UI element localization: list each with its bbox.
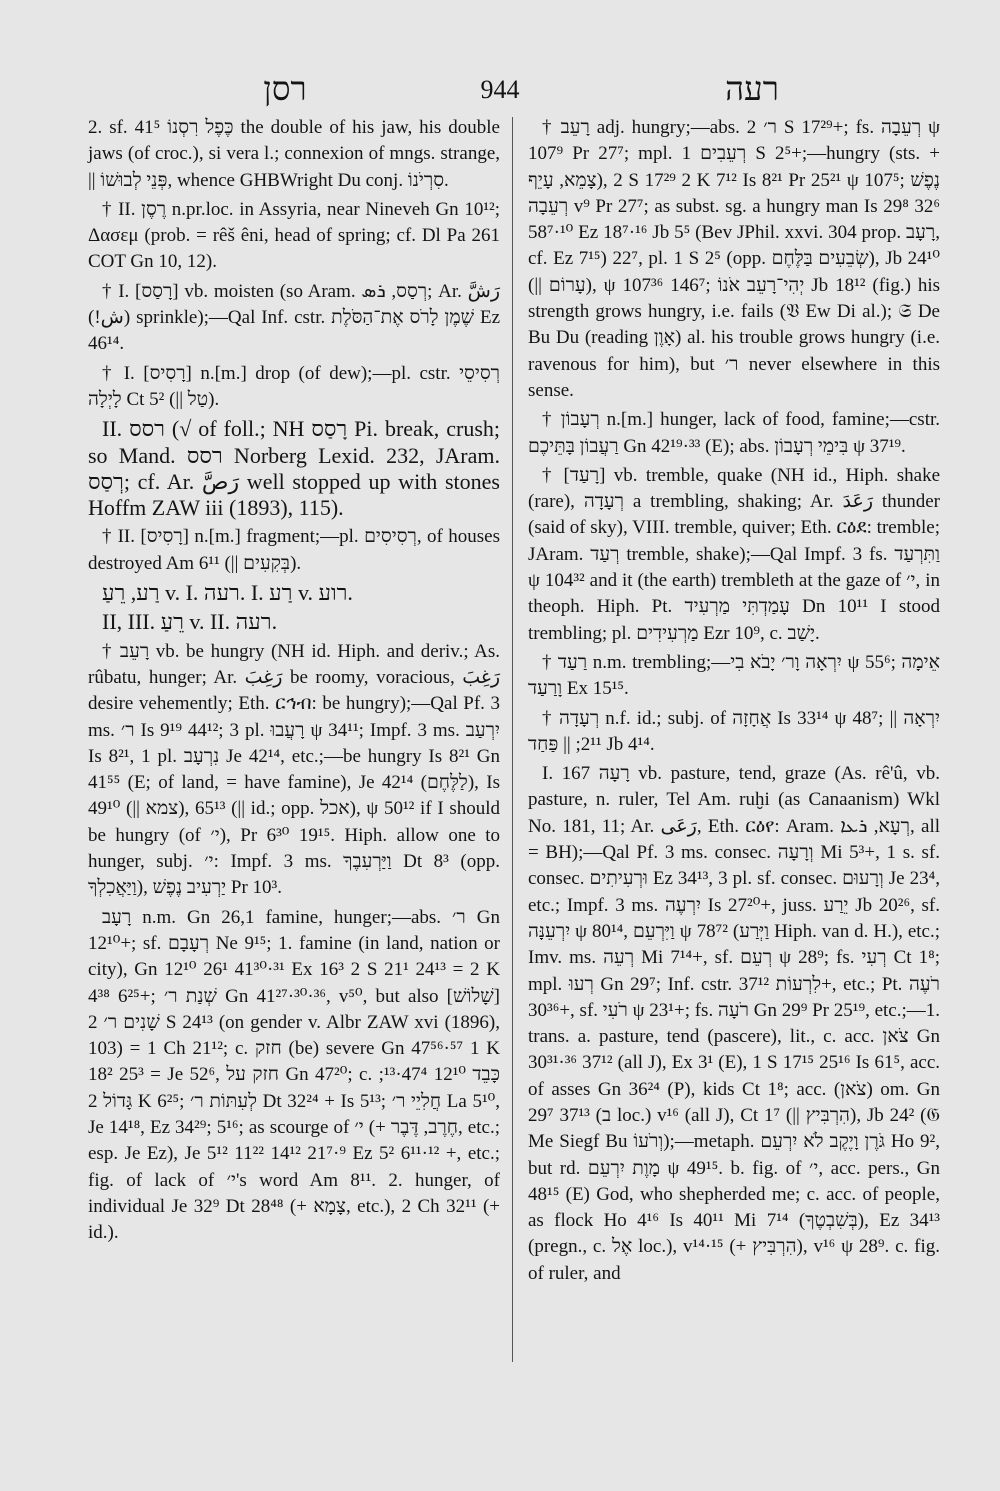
entry-paragraph: † רְעָדָה n.f. id.; subj. of אֲחָזָה Is 33¹⁴ ψ 48⁷; || יִרְאָה 2¹¹; || פַּחַד Jb 4¹⁴.	[528, 707, 940, 755]
right-headword: רעה	[725, 72, 779, 108]
entry-paragraph: 2. sf. כֶּפֶל רִסְנוֹ 41⁵ the double of his jaw, his double jaws (of croc.), si vera l.; connexion of mngs. strange, || פְּנֵי לְבוּשׁוֹ, whence GHBWright Du conj. סִרְיֹנוֹ.	[88, 117, 500, 191]
entry-paragraph: † רָעֵב vb. be hungry (NH id. Hiph. and deriv.; As. rûbatu, hunger; Ar. رَغِبَ be roomy, voracious, رَغِبَ desire vehemently; Eth. ርኅብ: be hungry);—Qal Pf. 3 ms. ר׳ Is 9¹⁹ 44¹²; 3 pl. רָעֲבוּ ψ 34¹¹; Impf. 3 ms. יִרְעַב Is 8²¹, 1 pl. נִרְעָב Je 42¹⁴, etc.;—be hungry Is 8²¹ Gn 41⁵⁵ (E; of land, = have famine), Je 42¹⁴ (לַלֶּחֶם), Is 49¹⁰ (|| צמא), 65¹³ (|| id.; opp. אכל), ψ 50¹² if I should be hungry (of י׳), Pr 6³⁰ 19¹⁵. Hiph. allow one to hunger, subj. י׳: Impf. 3 ms. וַיַּרְעִבֶךָ Dt 8³ (opp. וַיַּאֲכִלְךָ), יַרְעִיב נֶפֶשׁ Pr 10³.	[88, 640, 501, 899]
entry-paragraph: † I. [רָסִיס] n.[m.] drop (of dew);—pl. cstr. רְסִיסֵי לָיְלָה Ct 5² (|| טַל).	[88, 362, 500, 410]
right-column	[528, 115, 940, 1290]
entry-paragraph: † רַעַד n.m. trembling;—יִרְאָה וָר׳ יָבֹא בִי ψ 55⁶; אֵימָה וָרַעַד Ex 15¹⁵.	[528, 651, 940, 700]
page-number: 944	[480, 75, 520, 104]
left-headword: רסן	[263, 72, 307, 108]
entry-paragraph: † II. רֶסֶן n.pr.loc. in Assyria, near Nineveh Gn 10¹²; Δασεμ (prob. = rêš êni, head of spring; cf. Dl Pa 261 COT Gn 10, 12).	[88, 198, 500, 273]
entry-paragraph: I. רָעָה 167 vb. pasture, tend, graze (As. rê'û, vb. pasture, n. ruler, Tel Am. ruḫi (as Canaanism) Wkl No. 181, 11; Ar. رَعَى, Eth. ርዕየ: Aram. רְעָא, ܪܥܐ, all = BH);—Qal Pf. 3 ms. consec. וְרָעָה Mi 5³+, 1 s. sf. consec. וּרְעִיתִים Ez 34¹³, 3 pl. sf. consec. וְרָעוּם Je 23⁴, etc.; Impf. 3 ms. יִרְעֶה Is 27²⁰+, juss. יֵרַע Jb 20²⁶, sf. יִרְעֵנָּה ψ 80¹⁴, וַיִּרְעֵם ψ 78⁷² (וַיְּרַע Hiph. van d. H.), etc.; Imv. ms. רְעֵה Mi 7¹⁴+, sf. רְעֵם ψ 28⁹; fs. רְעִי Ct 1⁸; mpl. רְעוּ Gn 29⁷; Inf. cstr. לִרְעוֹת 37¹²+, etc.; Pt. רֹעֶה 30³⁶+, sf. רֹעִי ψ 23¹+; fs. רֹעָה Gn 29⁹ Pr 25¹⁹, etc.;—1. trans. a. pasture, tend (pascere), lit., c. acc. צֹאן Gn 30³¹·³⁶ 37¹² (all J), Ex 3¹ (E), 1 S 17¹⁵ 25¹⁶ Is 61⁵, acc. of asses Gn 36²⁴ (P), kids Ct 1⁸; acc. (צֹאן) om. Gn 29⁷ 37¹³ (ב loc.) v¹⁶ (all J), Ct 1⁷ (|| הִרְבִּיץ), Jb 24² (𝔊 Me Siegf Bu וְרֹעוֹ);—metaph. גֹּרֶן וָיֶקֶב לֹא יִרְעֵם Ho 9², but rd. מָוֶת יִרְעֵם ψ 49¹⁵. b. fig. of י׳, acc. pers., Gn 48¹⁵ (E) God, who shepherded me; c. acc. of people, as flock Ho 4¹⁶ Is 40¹¹ Mi 7¹⁴ (בְּשִׁבְטֶךָ), Ez 34¹³ (pregn., c. אֶל loc.), v¹⁴·¹⁵ (+ הִרְבִּיץ), v¹⁶ ψ 28⁹. c. fig. of ruler, and	[528, 763, 941, 1284]
entry-paragraph: † רָעֵב adj. hungry;—abs. ר׳ 2 S 17²⁹+; fs. רְעֵבָה ψ 107⁹ Pr 27⁷; mpl. רְעֵבִים 1 S 2⁵+;—hungry (sts. + צָמֵא, עָיֵף), 2 S 17²⁹ 2 K 7¹² Is 8²¹ Pr 25²¹ ψ 107⁵; נֶפֶשׁ רְעֵבָה v⁹ Pr 27⁷; as subst. sg. a hungry man Is 29⁸ 32⁶ 58⁷·¹⁰ Ez 18⁷·¹⁶ Jb 5⁵ (Bev JPhil. xxvi. 304 prop. רָעָב, cf. Ez 7¹⁵) 22⁷, pl. 1 S 2⁵ (opp. שְׂבֵעִים בַּלֶּחֶם), Jb 24¹⁰ (|| עָרוֹם), ψ 107³⁶ 146⁷; יְהִי־רָעֵב אֹנוֹ Jb 18¹² (fig.) his strength grows hungry, i.e. fails (𝔙 Ew Di al.); 𝔖 De Bu Du (reading אָוֶן) al. his trouble grows hungry (i.e. ravenous for him), but ר׳ never elsewhere in this sense.	[528, 117, 941, 401]
entry-paragraph: רָעָב n.m. Gn 26,1 famine, hunger;—abs. ר׳ Gn 12¹⁰+; sf. רְעָבָם Ne 9¹⁵; 1. famine (in land, nation or city), Gn 12¹⁰ 26¹ 41³⁰·³¹ Ex 16³ 2 S 21¹ 24¹³ = 2 K 4³⁸ 6²⁵+; שְׁנַת ר׳ Gn 41²⁷·³⁰·³⁶, v⁵⁰, but also [שָׁלוֹשׁ] שָׁנִים ר׳ 2 S 24¹³ (on gender v. Albr ZAW xvi (1896), 103) = 1 Ch 21¹²; c. חזק (be) severe Gn 47⁵⁶·⁵⁷ 1 K 18² 25³ = Je 52⁶, חזק על Gn 47²⁰; c. כָּבֵד 12¹⁰ 47⁴·¹³; גָּדוֹל 2 K 6²⁵; לְעִתּוֹת ר׳ Dt 32²⁴ + Is 5¹³; חֲלִיֵי ר׳ La 5¹⁰, Je 14¹⁸, Ez 34²⁹; 5¹⁶; as scourge of י׳ (+ חֶרֶב, דֶּבֶר, etc.; esp. Je Ez), Je 5¹² 11²² 14¹² 21⁷·⁹ Ez 5² 6¹¹·¹² +, etc.; fig. of lack of י׳'s word Am 8¹¹. 2. hunger, of individual Je 32⁹ Dt 28⁴⁸ (+ צָמָא, etc.), 2 Ch 32¹¹ (+ id.).	[88, 906, 501, 1244]
entry-paragraph: † I. [רָסַס] vb. moisten (so Aram. רְסַס, ܪܣ; Ar. رَشَّ (ش!) sprinkle);—Qal Inf. cstr. שֶׁמֶן לָרֹס אֶת־הַסֹּלֶת Ez 46¹⁴.	[88, 280, 501, 355]
entry-paragraph: † רְעָבוֹן n.[m.] hunger, lack of food, famine;—cstr. רַעֲבוֹן בָּתֵּיכֶם Gn 42¹⁹·³³ (E); abs. בִּימֵי רְעָבוֹן ψ 37¹⁹.	[528, 409, 941, 457]
entry-paragraph: II, III. רֵעַ v. II. רעה.	[102, 609, 278, 635]
column-rule	[512, 117, 513, 1362]
entry-paragraph: II. רסס (√ of foll.; NH רָסַס Pi. break, crush; so Mand. רסס Norberg Lexid. 232, JAram. רְסַס; cf. Ar. رَصَّ well stopped up with stones Hoffm ZAW iii (1893), 115).	[88, 416, 501, 521]
entry-paragraph: † [רָעַד] vb. tremble, quake (NH id., Hiph. shake (rare), רְעָדָה a trembling, shaking; Ar. رَعَدَ thunder (said of sky), VIII. tremble, quiver; Eth. ርዕደ: tremble; JAram. רְעַד tremble, shake);—Qal Impf. 3 fs. וַתִּרְעַד ψ 104³² and it (the earth) trembleth at the gaze of י׳, in theoph. Hiph. Pt. עָמַדְתִּי מַרְעִיד Dn 10¹¹ I stood trembling; pl. מַרְעִידִים Ezr 10⁹, c. יָשַׁב.	[528, 464, 941, 644]
entry-paragraph: † II. [רָסִיס] n.[m.] fragment;—pl. רְסִיסִים, of houses destroyed Am 6¹¹ (|| בְּקִעִים).	[88, 526, 500, 574]
left-column	[88, 115, 500, 1249]
entry-paragraph: רַע, רֵעַ v. I. רעה. I. רַע v. רוע.	[102, 580, 353, 606]
